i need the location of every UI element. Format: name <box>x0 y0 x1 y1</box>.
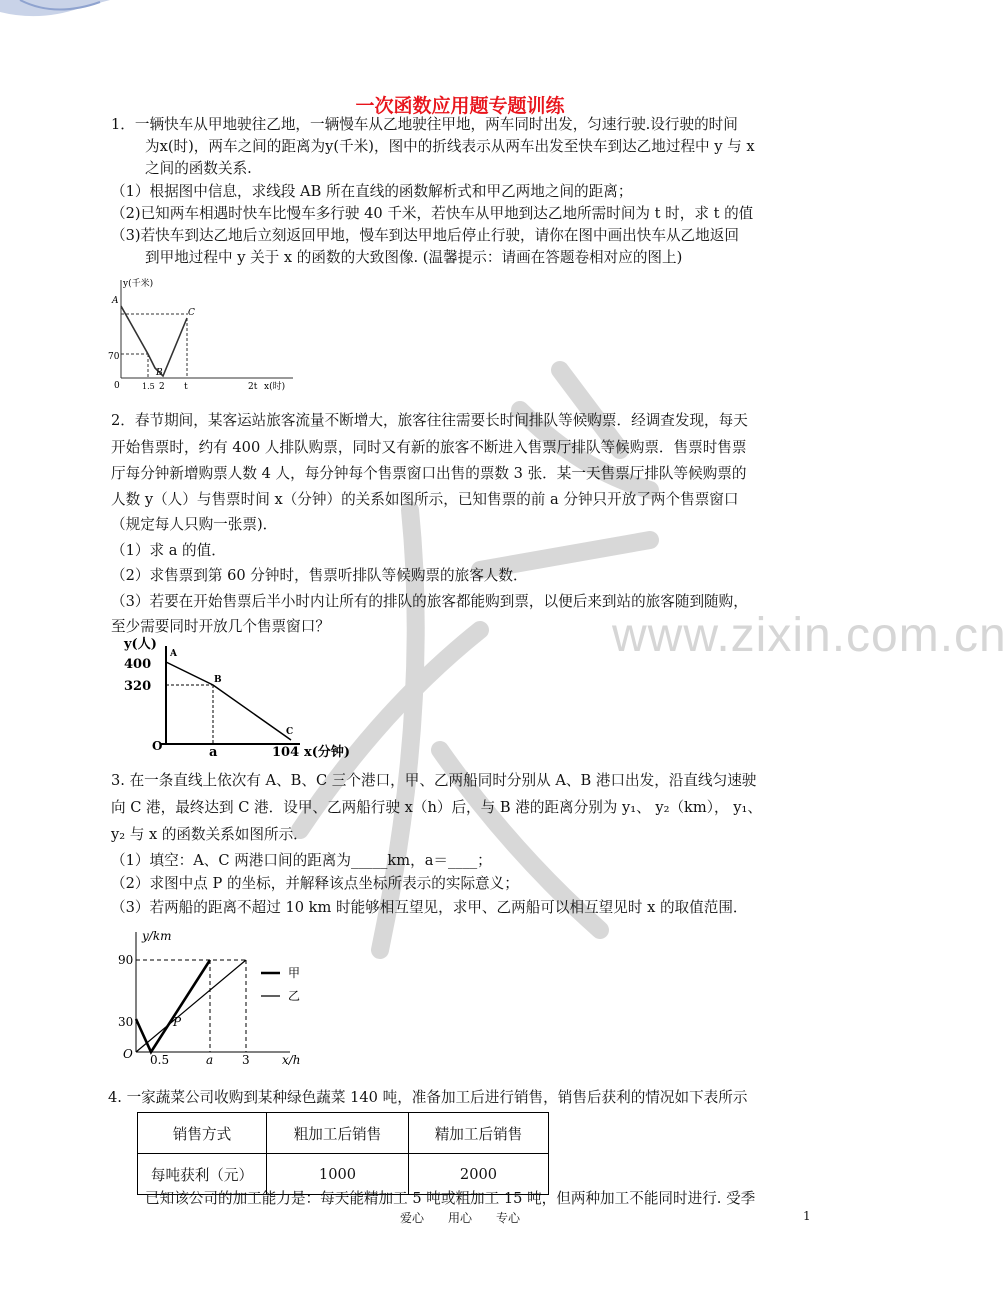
q2-line-8: （3）若要在开始售票后半小时内让所有的排队的旅客都能购到票，以便后来到站的旅客随到随购， <box>111 593 748 610</box>
table-cell: 每吨获利（元） <box>138 1154 267 1195</box>
q1-origin: 0 <box>114 381 120 391</box>
q2-tick-a: a <box>209 745 218 760</box>
q1-point-c: C <box>188 308 195 318</box>
q3-tick-0-5: 0.5 <box>150 1053 170 1067</box>
watermark-text: www.zixin.com.cn <box>612 609 1007 662</box>
q4-line-1: 4. 一家蔬菜公司收购到某种绿色蔬菜 140 吨，准备加工后进行销售，销售后获利的情况如下表所示 <box>108 1089 748 1106</box>
q2-line-9: 至少需要同时开放几个售票窗口？ <box>111 618 330 635</box>
table-header-cell: 粗加工后销售 <box>267 1113 409 1154</box>
page-number: 1 <box>803 1209 811 1223</box>
profit-table <box>137 1112 549 1195</box>
q2-ylabel: y(人) <box>124 637 157 652</box>
table-cell: 2000 <box>409 1154 549 1195</box>
q3-legend-yi: 乙 <box>288 989 301 1003</box>
q3-tick-30: 30 <box>118 1015 134 1029</box>
q1-tick-1-5: 1.5 <box>142 382 155 391</box>
q1-tick-2t: 2t <box>248 382 258 392</box>
q2-line-6: （1）求 a 的值． <box>111 542 226 559</box>
q2-graph <box>110 632 370 762</box>
q1-tick-2: 2 <box>159 382 165 392</box>
q2-tick-400: 400 <box>124 657 152 672</box>
q2-line-7: （2）求售票到第 60 分钟时，售票听排队等候购票的旅客人数． <box>111 567 528 584</box>
q3-line-2: 向 C 港，最终达到 C 港．设甲、乙两船行驶 x（h）后，与 B 港的距离分别为 y₁、 y₂（km）， y₁、 <box>111 799 762 816</box>
header-logo <box>0 0 110 22</box>
q3-tick-90: 90 <box>118 953 134 967</box>
q3-graph <box>118 926 318 1068</box>
q2-xlabel: x(分钟) <box>304 745 351 760</box>
q2-point-c: C <box>286 727 294 737</box>
q3-origin: O <box>123 1047 133 1061</box>
q3-xlabel: x/h <box>282 1053 301 1067</box>
q3-line-6: （3）若两船的距离不超过 10 km 时能够相互望见，求甲、乙两船可以相互望见时 x 的取值范围． <box>111 899 748 916</box>
q1-point-b: B <box>156 368 163 378</box>
q3-line-3: y₂ 与 x 的函数关系如图所示． <box>111 826 308 843</box>
q1-line-6: （3)若快车到达乙地后立刻返回甲地，慢车到达甲地后停止行驶，请你在图中画出快车从乙地返回 <box>111 227 739 244</box>
table-header-row <box>138 1113 549 1154</box>
q1-ylabel: y(千米) <box>123 279 154 289</box>
page-title: 一次函数应用题专题训练 <box>355 95 565 117</box>
q1-line-3: 之间的函数关系. <box>145 160 252 177</box>
q1-point-a: A <box>112 296 119 306</box>
q2-line-3: 厅每分钟新增购票人数 4 人，每分钟每个售票窗口出售的票数 3 张．某一天售票厅排队等候购票的 <box>111 465 747 482</box>
q3-tick-3: 3 <box>242 1053 250 1067</box>
q1-line-5: （2)已知两车相遇时快车比慢车多行驶 40 千米，若快车从甲地到达乙地所需时间为 t 时，求 t 的值 <box>111 205 754 222</box>
q2-tick-320: 320 <box>124 679 152 694</box>
q3-line-5: （2）求图中点 P 的坐标，并解释该点坐标所表示的实际意义； <box>111 875 519 892</box>
q2-point-b: B <box>214 675 222 685</box>
q1-tick-t: t <box>184 382 188 392</box>
q1-line-1: 1．一辆快车从甲地驶往乙地，一辆慢车从乙地驶往甲地，两车同时出发，匀速行驶.设行驶的时间 <box>111 116 738 133</box>
q2-line-5: （规定每人只购一张票)． <box>111 516 278 533</box>
q1-xlabel: x(时) <box>264 382 286 392</box>
q3-line-1: 3. 在一条直线上依次有 A、B、C 三个港口，甲、乙两船同时分别从 A、B 港口出发，沿直线匀速驶 <box>111 772 757 789</box>
q3-ylabel: y/km <box>142 929 172 943</box>
q3-legend-jia: 甲 <box>288 966 301 980</box>
q4-line-2: 已知该公司的加工能力是：每天能精加工 5 吨或粗加工 15 吨，但两种加工不能同时进行. 受季 <box>145 1190 756 1207</box>
q2-point-a: A <box>170 649 177 659</box>
q1-line-4: （1）根据图中信息，求线段 AB 所在直线的函数解析式和甲乙两地之间的距离； <box>111 183 633 200</box>
table-header-cell: 销售方式 <box>138 1113 267 1154</box>
q3-line-4: （1）填空：A、C 两港口间的距离为_____km，a＝____； <box>111 852 492 869</box>
q1-graph <box>108 274 298 394</box>
table-cell: 1000 <box>267 1154 409 1195</box>
q2-line-2: 开始售票时，约有 400 人排队购票，同时又有新的旅客不断进入售票厅排队等候购票．售票时售票 <box>111 439 747 456</box>
q2-line-4: 人数 y（人）与售票时间 x（分钟）的关系如图所示，已知售票的前 a 分钟只开放了两个售票窗口 <box>111 491 739 508</box>
q1-tick-70: 70 <box>108 352 120 362</box>
q2-tick-104: 104 <box>272 745 300 760</box>
table-header-cell: 精加工后销售 <box>409 1113 549 1154</box>
page-footer: 爱心 用心 专心 <box>399 1211 520 1225</box>
q3-tick-a: a <box>206 1053 214 1067</box>
q1-line-2: 为x(时)，两车之间的距离为y(千米)，图中的折线表示从两车出发至快车到达乙地过程中 y 与 x <box>145 138 755 155</box>
q3-point-p: P <box>173 1015 182 1029</box>
q1-line-7: 到甲地过程中 y 关于 x 的函数的大致图像. (温馨提示：请画在答题卷相对应的图上) <box>145 249 683 266</box>
q2-line-1: 2．春节期间，某客运站旅客流量不断增大，旅客往往需要长时间排队等候购票．经调查发现，每天 <box>111 412 748 429</box>
q2-origin: O <box>152 739 163 753</box>
